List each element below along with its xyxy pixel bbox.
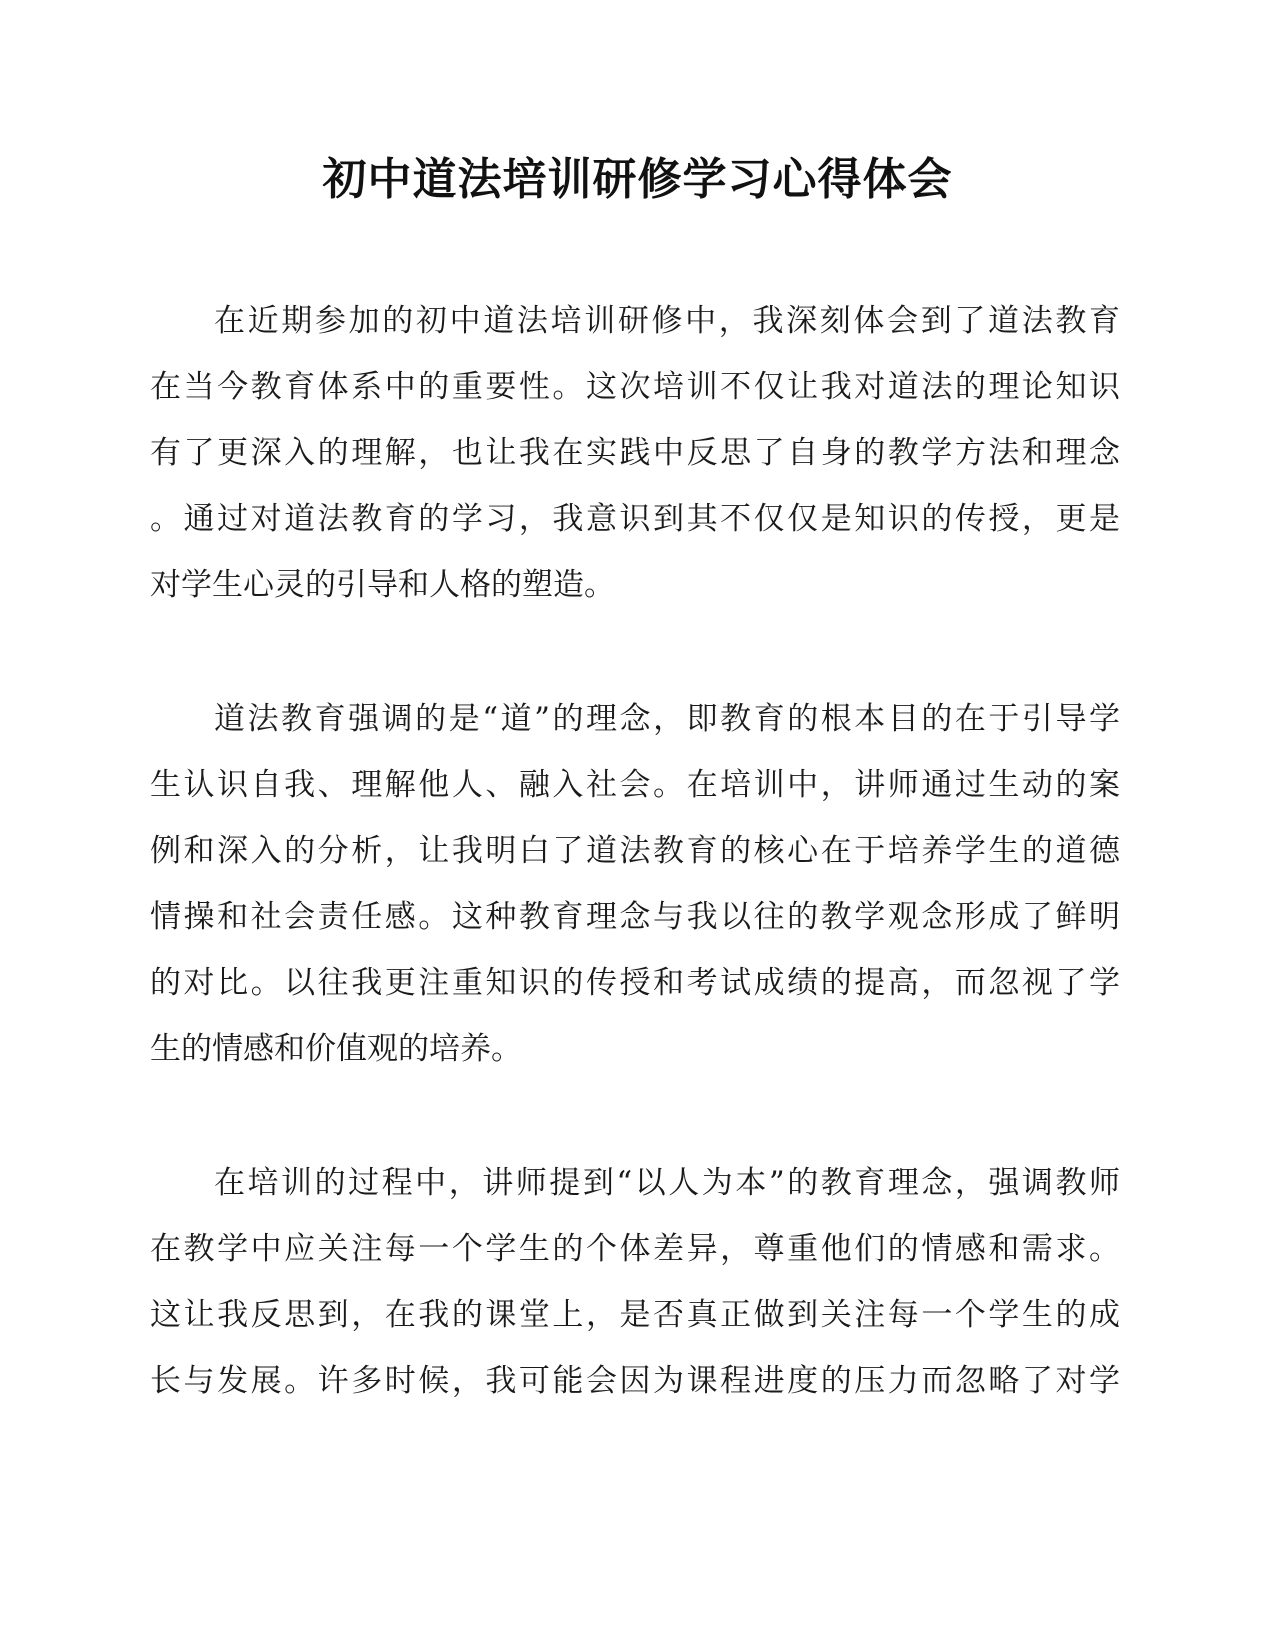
paragraph-line: 对学生心灵的引导和人格的塑造。 — [150, 567, 615, 603]
paragraph-line: 长与发展。许多时候，我可能会因为课程进度的压力而忽略了对学 — [150, 1363, 1120, 1399]
paragraph-line: 在近期参加的初中道法培训研修中，我深刻体会到了道法教育 — [214, 303, 1120, 339]
paragraph-1 — [150, 288, 1120, 618]
paragraph-line: 这让我反思到，在我的课堂上，是否真正做到关注每一个学生的成 — [150, 1297, 1120, 1333]
paragraph-line: 生的情感和价值观的培养。 — [150, 1031, 522, 1067]
paragraph-line: 在培训的过程中，讲师提到“以人为本”的教育理念，强调教师 — [214, 1165, 1120, 1201]
page-title: 初中道法培训研修学习心得体会 — [322, 154, 953, 205]
paragraph-2 — [150, 686, 1120, 1082]
paragraph-line: 在教学中应关注每一个学生的个体差异，尊重他们的情感和需求。 — [150, 1231, 1120, 1267]
paragraph-line: 在当今教育体系中的重要性。这次培训不仅让我对道法的理论知识 — [150, 369, 1120, 405]
paragraph-line: 。通过对道法教育的学习，我意识到其不仅仅是知识的传授，更是 — [150, 501, 1120, 537]
paragraph-line: 生认识自我、理解他人、融入社会。在培训中，讲师通过生动的案 — [150, 767, 1120, 803]
paragraph-line: 道法教育强调的是“道”的理念，即教育的根本目的在于引导学 — [214, 701, 1120, 737]
paragraph-line: 的对比。以往我更注重知识的传授和考试成绩的提高，而忽视了学 — [150, 965, 1120, 1001]
paragraph-line: 情操和社会责任感。这种教育理念与我以往的教学观念形成了鲜明 — [150, 899, 1120, 935]
document-body — [150, 288, 1120, 1482]
paragraph-line: 有了更深入的理解，也让我在实践中反思了自身的教学方法和理念 — [150, 435, 1120, 471]
paragraph-line: 例和深入的分析，让我明白了道法教育的核心在于培养学生的道德 — [150, 833, 1120, 869]
paragraph-3 — [150, 1150, 1120, 1414]
